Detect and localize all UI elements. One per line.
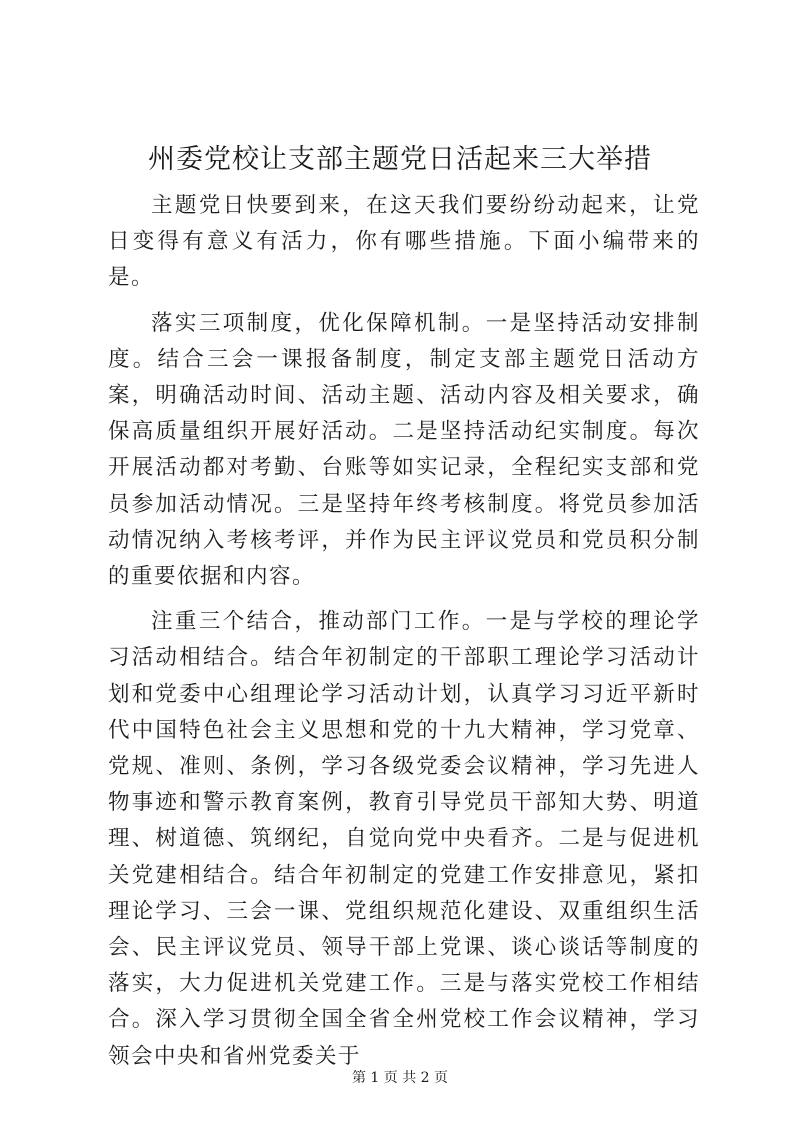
document-title: 州委党校让支部主题党日活起来三大举措 xyxy=(148,144,652,175)
document-body xyxy=(108,188,700,1075)
paragraph-intro: 主题党日快要到来，在这天我们要纷纷动起来，让党日变得有意义有活力，你有哪些措施。下面小编带来的是。 xyxy=(108,193,700,291)
paragraph-three-systems: 落实三项制度，优化保障机制。一是坚持活动安排制度。结合三会一课报备制度，制定支部主题党日活动方案，明确活动时间、活动主题、活动内容及相关要求，确保高质量组织开展好活动。二是坚持活动纪实制度。每次开展活动都对考勤、台账等如实记录，全程纪实支部和党员参加活动情况。三是坚持年终考核制度。将党员参加活动情况纳入考核考评，并作为民主评议党员和党员积分制的重要依据和内容。 xyxy=(108,310,700,590)
page-number: 第 1 页 共 2 页 xyxy=(351,1070,449,1086)
paragraph-three-combinations: 注重三个结合，推动部门工作。一是与学校的理论学习活动相结合。结合年初制定的干部职工理论学习活动计划和党委中心组理论学习活动计划，认真学习习近平新时代中国特色社会主义思想和党的十九大精神，学习党章、党规、准则、条例，学习各级党委会议精神，学习先进人物事迹和警示教育案例，教育引导党员干部知大势、明道理、树道德、筑纲纪，自觉向党中央看齐。二是与促进机关党建相结合。结合年初制定的党建工作安排意见，紧扣理论学习、三会一课、党组织规范化建设、双重组织生活会、民主评议党员、领导干部上党课、谈心谈话等制度的落实，大力促进机关党建工作。三是与落实党校工作相结合。深入学习贯彻全国全省全州党校工作会议精神，学习领会中央和省州党委关于 xyxy=(108,609,700,1069)
